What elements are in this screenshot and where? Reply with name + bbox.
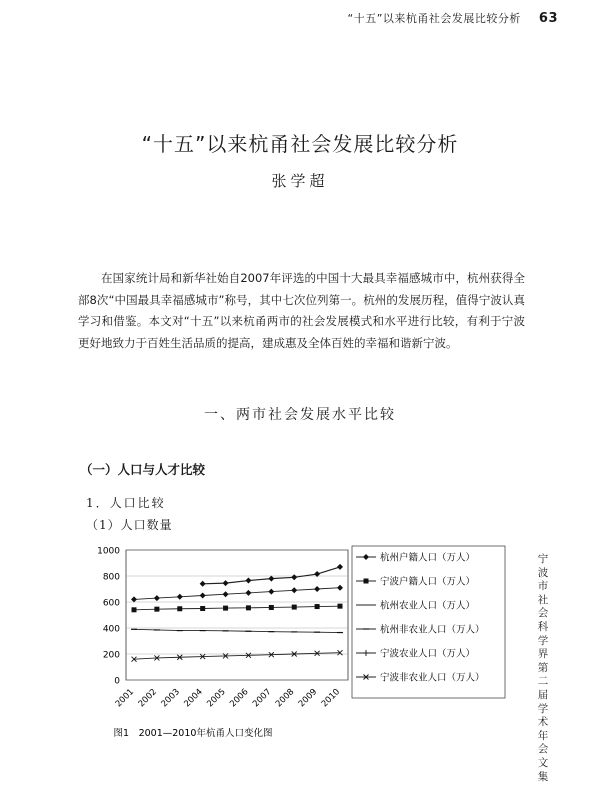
series-line bbox=[134, 653, 340, 660]
running-header bbox=[348, 10, 559, 26]
legend-marker bbox=[364, 579, 369, 584]
data-point bbox=[200, 606, 205, 611]
data-point bbox=[200, 593, 206, 599]
x-tick-label: 2004 bbox=[182, 687, 205, 710]
data-point bbox=[314, 586, 320, 592]
sidebar-char: 术 bbox=[537, 716, 549, 729]
data-point bbox=[200, 581, 206, 587]
data-point bbox=[131, 596, 137, 602]
data-point bbox=[291, 587, 297, 593]
chart-caption: 图1 2001—2010年杭甬人口变化图 bbox=[113, 728, 273, 739]
x-tick-label: 2001 bbox=[113, 687, 137, 710]
data-point bbox=[268, 576, 274, 582]
running-title: “十五”以来杭甬社会发展比较分析 bbox=[347, 12, 521, 25]
subsection-heading: （一）人口与人才比较 bbox=[80, 462, 206, 477]
article-title: “十五”以来杭甬社会发展比较分析 bbox=[141, 132, 459, 156]
sidebar-char: 界 bbox=[537, 648, 549, 661]
data-point bbox=[223, 606, 228, 611]
sidebar-char: 会 bbox=[537, 607, 549, 620]
sidebar-char: 二 bbox=[537, 675, 549, 688]
sidebar-char: 学 bbox=[537, 702, 549, 715]
data-point bbox=[223, 580, 229, 586]
sidebar-char: 科 bbox=[537, 620, 549, 633]
legend-label: 宁波农业人口（万人） bbox=[380, 648, 476, 660]
data-point bbox=[338, 604, 343, 609]
data-point bbox=[337, 585, 343, 591]
x-tick-label: 2002 bbox=[136, 687, 160, 710]
data-point bbox=[177, 606, 182, 611]
legend-label: 杭州非农业人口（万人） bbox=[380, 624, 485, 636]
data-point bbox=[291, 574, 297, 580]
sidebar-char: 宁 bbox=[537, 553, 549, 565]
sidebar-char: 市 bbox=[537, 580, 549, 593]
x-tick-label: 2009 bbox=[296, 687, 320, 710]
y-tick-label: 600 bbox=[102, 598, 120, 609]
sidebar-vertical-text bbox=[535, 553, 551, 784]
sidebar-char: 集 bbox=[537, 770, 549, 783]
y-tick-label: 200 bbox=[102, 650, 120, 661]
data-point bbox=[292, 605, 297, 610]
data-point bbox=[337, 564, 343, 570]
x-tick-label: 2010 bbox=[319, 687, 343, 710]
data-point bbox=[246, 605, 251, 610]
population-chart bbox=[88, 540, 508, 759]
sidebar-char: 社 bbox=[537, 593, 549, 606]
y-tick-label: 0 bbox=[114, 676, 120, 687]
legend-marker bbox=[363, 554, 369, 560]
data-point bbox=[315, 604, 320, 609]
legend-marker bbox=[363, 650, 369, 656]
legend-label: 杭州户籍人口（万人） bbox=[380, 552, 476, 564]
data-point bbox=[223, 591, 229, 597]
data-point bbox=[154, 595, 160, 601]
sidebar-char: 文 bbox=[537, 756, 549, 769]
data-point bbox=[268, 589, 274, 595]
series-line bbox=[134, 629, 340, 632]
data-point bbox=[132, 607, 137, 612]
data-point bbox=[154, 607, 159, 612]
article-author: 张学超 bbox=[271, 172, 329, 190]
sidebar-char: 学 bbox=[537, 634, 549, 647]
legend-label: 杭州农业人口（万人） bbox=[380, 600, 476, 612]
sidebar-char: 会 bbox=[537, 743, 549, 756]
chart-svg bbox=[88, 540, 508, 755]
abstract-paragraph: 在国家统计局和新华社始自2007年评选的中国十大最具幸福感城市中，杭州获得全部8次“中国最具幸福感城市”称号，其中七次位列第一。杭州的发展历程，值得宁波认真学习和借鉴。本文对“十五”以来杭甬两市的社会发展模式和水平进行比较，有利于宁波更好地致力于百姓生活品质的提高，建成惠及全体百姓的幸福和谐新宁波。 bbox=[78, 271, 525, 350]
sidebar-char: 波 bbox=[537, 566, 549, 579]
data-point bbox=[245, 578, 251, 584]
sidebar-char: 第 bbox=[537, 661, 549, 674]
y-tick-label: 400 bbox=[102, 624, 120, 635]
plot-frame bbox=[126, 550, 348, 680]
data-point bbox=[245, 590, 251, 596]
x-tick-label: 2008 bbox=[273, 687, 297, 710]
series-line bbox=[134, 606, 340, 610]
data-point bbox=[177, 594, 183, 600]
y-tick-label: 1000 bbox=[97, 546, 120, 557]
item-heading: （1）人口数量 bbox=[86, 518, 173, 532]
abstract bbox=[78, 268, 525, 354]
x-tick-label: 2003 bbox=[159, 687, 182, 710]
sidebar-char: 届 bbox=[537, 688, 549, 701]
x-tick-label: 2007 bbox=[251, 687, 274, 710]
page-number: 63 bbox=[538, 11, 558, 26]
data-point bbox=[269, 605, 274, 610]
y-tick-label: 800 bbox=[102, 572, 120, 583]
section-heading: 一、两市社会发展水平比较 bbox=[204, 407, 396, 423]
subsubsection-heading: 1．人口比较 bbox=[86, 496, 166, 510]
series-line bbox=[134, 588, 340, 600]
sidebar-char: 年 bbox=[537, 729, 549, 742]
legend-label: 宁波非农业人口（万人） bbox=[380, 672, 485, 684]
x-tick-label: 2006 bbox=[228, 687, 251, 710]
x-tick-label: 2005 bbox=[205, 687, 228, 710]
legend-label: 宁波户籍人口（万人） bbox=[380, 576, 476, 588]
